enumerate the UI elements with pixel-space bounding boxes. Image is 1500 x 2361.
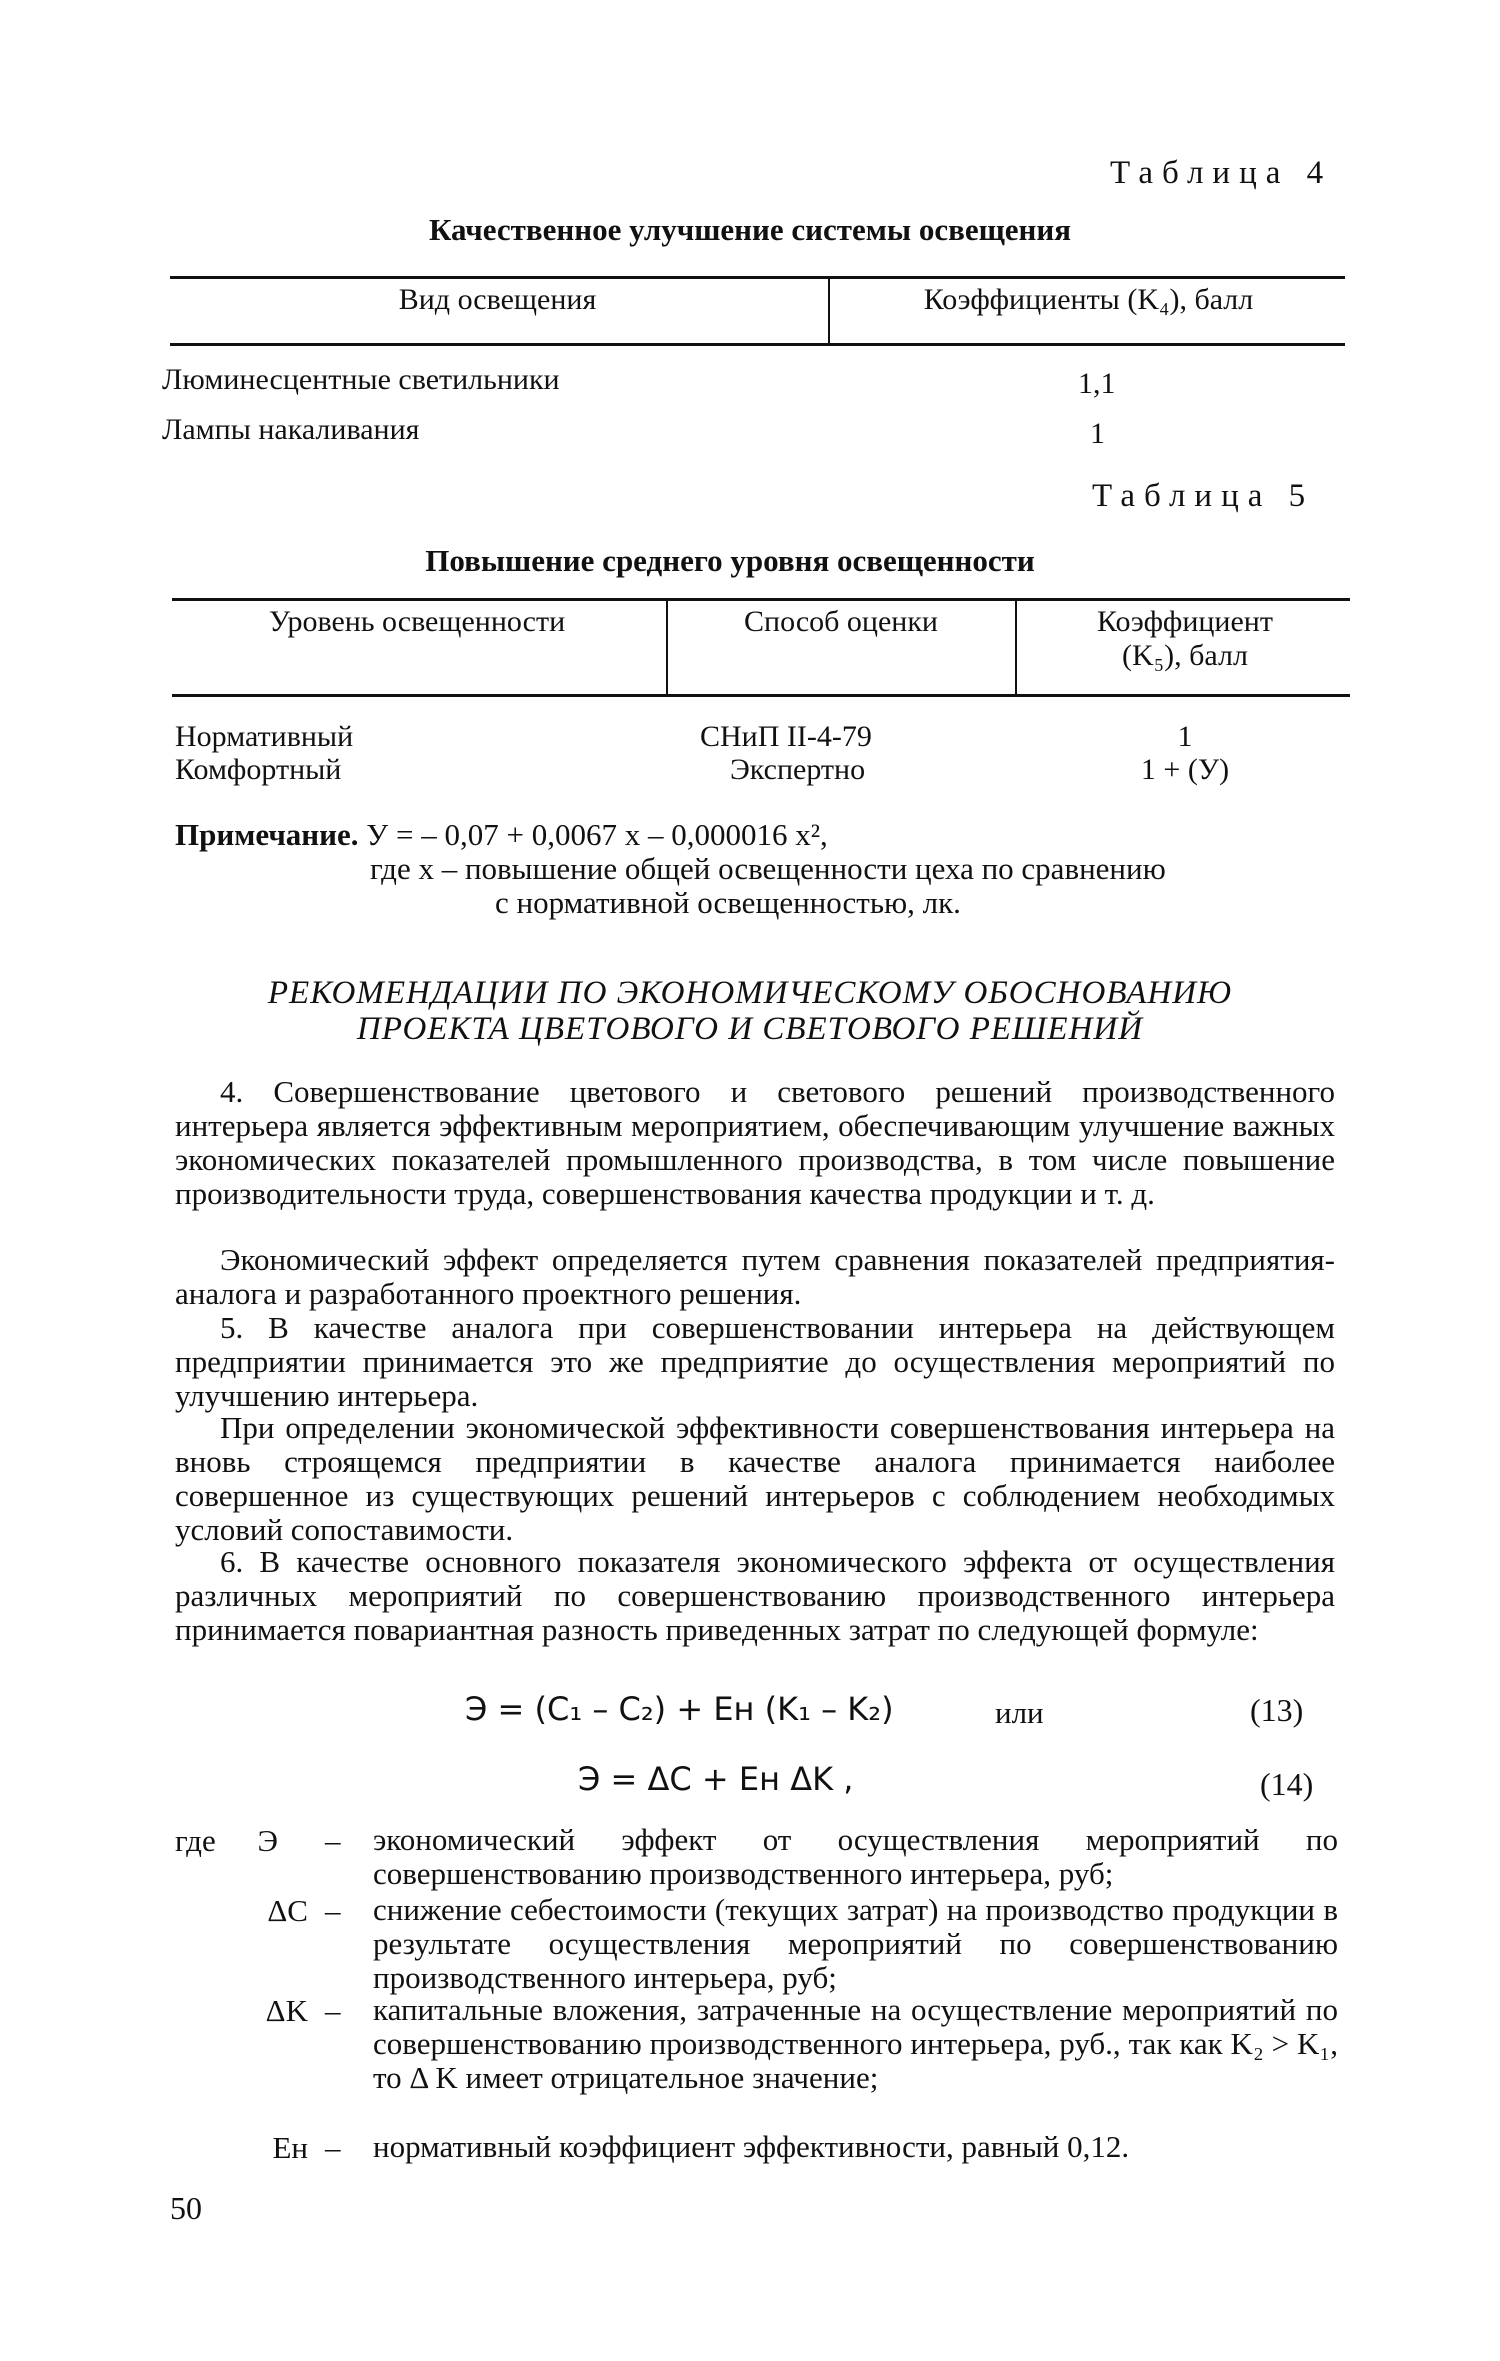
- section-heading: ПРОЕКТА ЦВЕТОВОГО И СВЕТОВОГО РЕШЕНИЙ: [356, 1011, 1144, 1047]
- equation-number-14: (14): [1260, 1766, 1314, 1802]
- note-block: [175, 818, 828, 852]
- paragraph: 5. В качестве аналога при совершенствовании интерьера на действующем предприятии принимается это же предприятие до осуществления мероприятий по улучшению интерьера.: [175, 1310, 1335, 1413]
- table5-row-coef: 1: [1177, 720, 1193, 753]
- definition-term: ΔC: [267, 1893, 308, 1928]
- definition-dash: –: [325, 1993, 341, 2028]
- table4-row-type: Люминесцентные светильники: [162, 363, 560, 396]
- definition-dash: –: [325, 1893, 341, 1928]
- table4-title: Качественное улучшение системы освещения: [428, 212, 1072, 247]
- table5-column-divider: [1015, 600, 1017, 696]
- section-heading: РЕКОМЕНДАЦИИ ПО ЭКОНОМИЧЕСКОМУ ОБОСНОВАНИЮ: [267, 975, 1233, 1011]
- definition-term: Э: [257, 1823, 278, 1858]
- table4-row-value: 1,1: [1078, 367, 1116, 400]
- table4-header-type: Вид освещения: [398, 283, 597, 316]
- note-line: где x – повышение общей освещенности цеха по сравнению: [370, 851, 1166, 886]
- table4-column-divider: [828, 278, 830, 344]
- table5-row-level: Комфортный: [175, 753, 342, 786]
- table5-header-rule: [172, 694, 1350, 697]
- table5-caption: Таблица 5: [1092, 478, 1315, 514]
- table4-header-coef: Коэффициенты (K₄), балл: [923, 283, 1254, 316]
- table4-top-rule: [170, 276, 1345, 279]
- note-label: Примечание.: [175, 817, 359, 852]
- table5-row-level: Нормативный: [175, 720, 354, 753]
- table4-caption: Таблица 4: [1110, 155, 1333, 191]
- formula-or: или: [995, 1695, 1044, 1730]
- note-formula: У = – 0,07 + 0,0067 x – 0,000016 x²,: [366, 817, 828, 852]
- definition-term: ΔK: [265, 1993, 308, 2028]
- definition-text: капитальные вложения, затраченные на осуществление мероприятий по совершенствованию производственного интерьера, руб., так как K₂ > K₁, то Δ K имеет отрицательное значение;: [373, 1992, 1338, 2095]
- table5-header-level: Уровень освещенности: [268, 605, 566, 638]
- equation-number-13: (13): [1250, 1692, 1304, 1728]
- formula-14: Э = ΔC + Eн ΔK ,: [578, 1760, 854, 1798]
- table5-column-divider: [666, 600, 668, 696]
- table5-header-coef: Коэффициент: [1097, 605, 1273, 638]
- page-number: 50: [170, 2190, 202, 2226]
- table4-row-value: 1: [1090, 417, 1105, 450]
- definition-term: Eн: [272, 2130, 308, 2165]
- definition-text: экономический эффект от осуществления мероприятий по совершенствованию производственного интерьера, руб;: [373, 1822, 1338, 1891]
- definitions-where: где: [175, 1823, 216, 1858]
- definition-dash: –: [325, 1823, 341, 1858]
- note-line: с нормативной освещенностью, лк.: [495, 885, 961, 920]
- paragraph: Экономический эффект определяется путем сравнения показателей предприятия-аналога и разработанного проектного решения.: [175, 1242, 1335, 1311]
- paragraph: 6. В качестве основного показателя экономического эффекта от осуществления различных мероприятий по совершенствованию производственного интерьера принимается повариантная разность приведенных затрат по следующей формуле:: [175, 1544, 1335, 1647]
- definition-dash: –: [325, 2130, 341, 2165]
- paragraph: 4. Совершенствование цветового и светового решений производственного интерьера является эффективным мероприятием, обеспечивающим улучшение важных экономических показателей промышленного производства, в том числе повышение производительности труда, совершенствования качества продукции и т. д.: [175, 1074, 1335, 1211]
- table5-row-method: Экспертно: [730, 753, 866, 786]
- paragraph: При определении экономической эффективности совершенствования интерьера на вновь строящемся предприятии в качестве аналога принимается наиболее совершенное из существующих решений интерьеров с соблюдением необходимых условий сопоставимости.: [175, 1410, 1335, 1547]
- definition-text: снижение себестоимости (текущих затрат) на производство продукции в результате осуществления мероприятий по совершенствованию производственного интерьера, руб;: [373, 1892, 1338, 1995]
- table5-title: Повышение среднего уровня освещенности: [425, 543, 1035, 578]
- table4-header-rule: [170, 343, 1345, 346]
- table5-row-method: СНиП II-4-79: [700, 720, 872, 753]
- table5-row-coef: 1 + (У): [1140, 753, 1230, 786]
- definition-text: нормативный коэффициент эффективности, равный 0,12.: [373, 2129, 1130, 2164]
- table5-top-rule: [172, 598, 1350, 601]
- table4-row-type: Лампы накаливания: [162, 413, 420, 446]
- table5-header-method: Способ оценки: [744, 605, 938, 638]
- formula-13: Э = (C₁ – C₂) + Eн (K₁ – K₂): [465, 1690, 894, 1728]
- table5-header-coef-unit: (K₅), балл: [1122, 639, 1248, 672]
